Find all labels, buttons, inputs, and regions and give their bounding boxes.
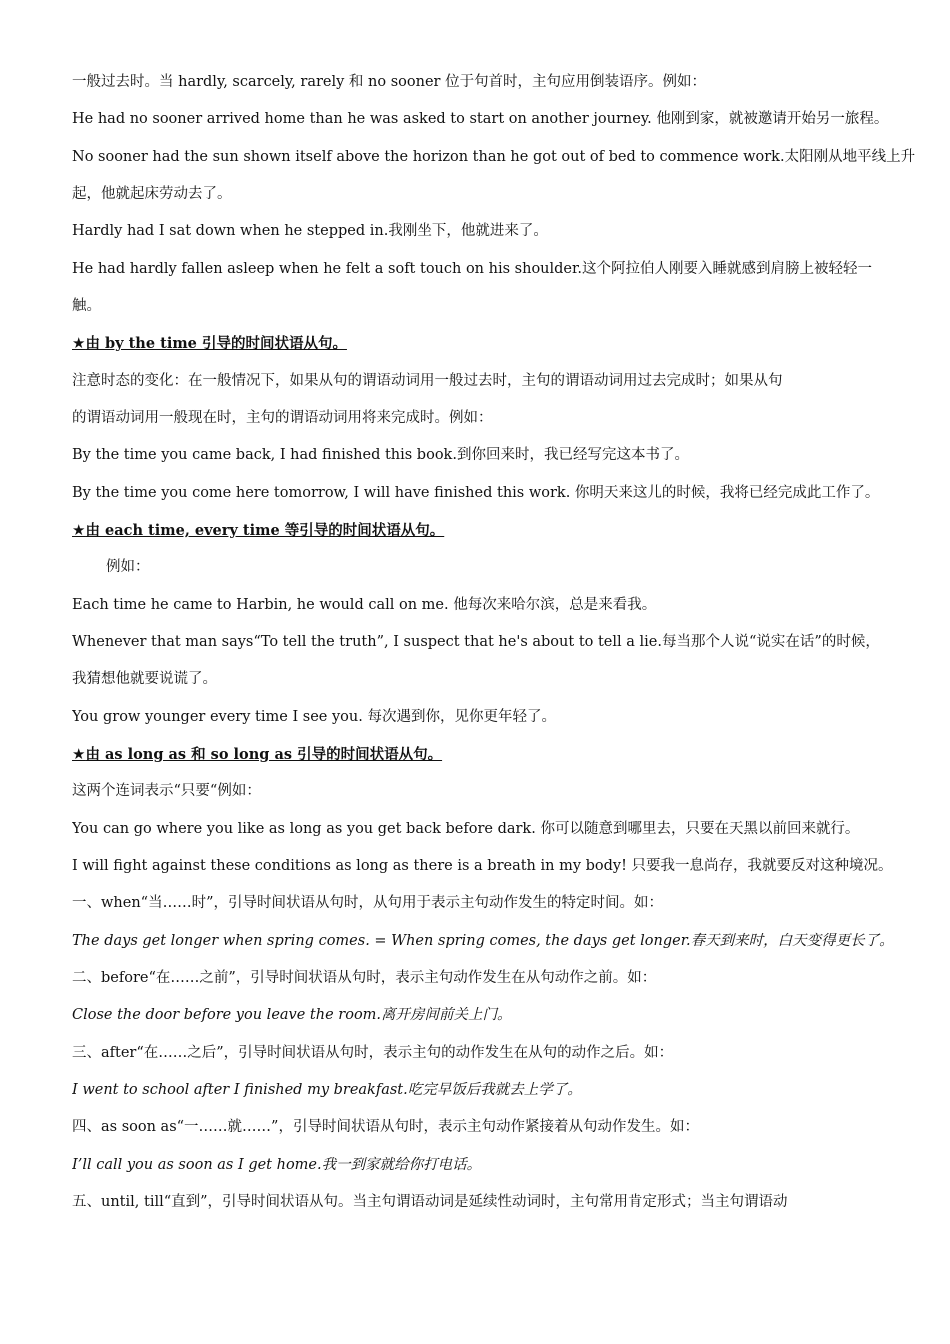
example-line: Close the door before you leave the room.离开房间前关上门。 xyxy=(72,1007,512,1023)
example-line: By the time you come here tomorrow, I will have finished this work. 你明天来这儿的时候，我将已经完成此工作了。 xyxy=(72,485,880,501)
example-line: I went to school after I finished my breakfast.吃完早饭后我就去上学了。 xyxy=(72,1082,582,1098)
example-line: You can go where you like as long as you get back before dark. 你可以随意到哪里去，只要在天黑以前回来就行。 xyxy=(72,821,860,837)
section-heading xyxy=(72,518,932,542)
example-line: He had hardly fallen asleep when he felt a soft touch on his shoulder.这个阿拉伯人刚要入睡就感到肩膀上被轻轻一 xyxy=(72,261,872,277)
section-heading-text: 由 as long as 和 so long as 引导的时间状语从句。 xyxy=(85,746,443,763)
example-line: No sooner had the sun shown itself above the horizon than he got out of bed to commence work.太阳刚从地平线上升 xyxy=(72,149,916,165)
example-line: 我猜想他就要说谎了。 xyxy=(72,671,217,687)
star-icon: ★ xyxy=(72,521,86,539)
example-line: Whenever that man says“To tell the truth”, I suspect that he's about to tell a lie.每当那个人说“说实在话”的时候， xyxy=(72,634,880,650)
text-line: 一般过去时。当 hardly, scarcely, rarely 和 no sooner 位于句首时，主句应用倒装语序。例如： xyxy=(72,74,707,90)
rule-line: 三、after“在……之后”，引导时间状语从句时，表示主句的动作发生在从句的动作之后。如： xyxy=(72,1045,674,1061)
rule-line: 二、before“在……之前”，引导时间状语从句时，表示主句动作发生在从句动作之前。如： xyxy=(72,970,657,986)
example-line: By the time you came back, I had finished this book.到你回来时，我已经写完这本书了。 xyxy=(72,447,689,463)
example-line: Hardly had I sat down when he stepped in.我刚坐下，他就进来了。 xyxy=(72,223,548,239)
example-line: I’ll call you as soon as I get home.我一到家就给你打电话。 xyxy=(72,1157,482,1173)
example-line: You grow younger every time I see you. 每次遇到你，见你更年轻了。 xyxy=(72,709,556,725)
text-line: 这两个连词表示“只要“例如： xyxy=(72,783,261,799)
rule-line: 四、as soon as“一……就……”，引导时间状语从句时，表示主句动作紧接着从句动作发生。如： xyxy=(72,1119,699,1135)
text-line: 的谓语动词用一般现在时，主句的谓语动词用将来完成时。例如： xyxy=(72,410,493,426)
text-line: 注意时态的变化：在一般情况下，如果从句的谓语动词用一般过去时，主句的谓语动词用过去完成时；如果从句 xyxy=(72,373,783,389)
star-icon: ★ xyxy=(72,745,86,763)
text-line: 例如： xyxy=(106,559,150,575)
rule-line: 一、when“当……时”，引导时间状语从句时，从句用于表示主句动作发生的特定时间。如： xyxy=(72,895,663,911)
example-line: 触。 xyxy=(72,298,101,314)
section-heading-text: 由 each time, every time 等引导的时间状语从句。 xyxy=(85,522,445,539)
section-heading xyxy=(72,742,932,766)
section-heading xyxy=(72,331,932,355)
rule-line: 五、until, till“直到”，引导时间状语从句。当主句谓语动词是延续性动词时，主句常用肯定形式；当主句谓语动 xyxy=(72,1194,788,1210)
example-line: I will fight against these conditions as long as there is a breath in my body! 只要我一息尚存，我就要反对这种境况。 xyxy=(72,858,893,874)
section-heading-text: 由 by the time 引导的时间状语从句。 xyxy=(85,335,347,352)
example-line: The days get longer when spring comes. = When spring comes, the days get longer.春天到来时，白天变得更长了。 xyxy=(72,933,894,949)
star-icon: ★ xyxy=(72,334,86,352)
example-line: Each time he came to Harbin, he would call on me. 他每次来哈尔滨，总是来看我。 xyxy=(72,597,657,613)
example-line: He had no sooner arrived home than he was asked to start on another journey. 他刚到家，就被邀请开始另一旅程。 xyxy=(72,111,889,127)
example-line: 起，他就起床劳动去了。 xyxy=(72,186,232,202)
